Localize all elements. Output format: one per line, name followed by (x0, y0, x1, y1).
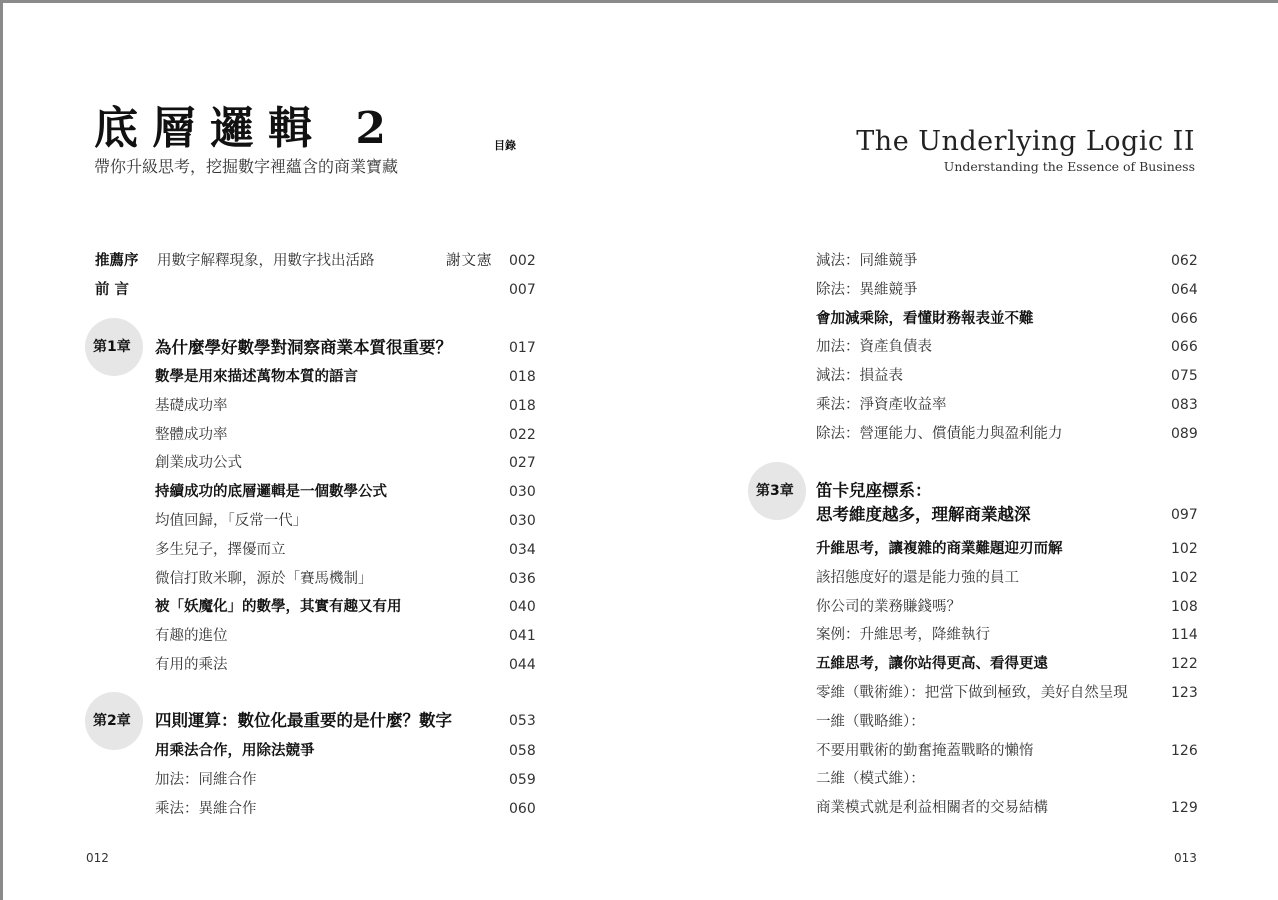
entry-title: 減法：損益表 (816, 368, 903, 385)
entry-title: 用數字解釋現象，用數字找出活路 (157, 253, 375, 269)
entry-title: 被「妖魔化」的數學，其實有趣又有用 (155, 599, 402, 616)
chapter-title-line1: 笛卡兒座標系： (816, 481, 932, 500)
chapter-title-line2: 思考維度越多，理解商業越深 (816, 505, 1031, 524)
toc-entry[interactable] (816, 768, 1196, 790)
entry-title: 案例：升維思考，降維執行 (816, 627, 990, 644)
toc-chapter-1[interactable] (155, 337, 535, 359)
entry-title: 商業模式就是利益相關者的交易結構 (816, 800, 1048, 817)
entry-page: 041 (509, 628, 536, 645)
entry-title: 微信打敗米聊，源於「賽馬機制」 (155, 570, 373, 587)
toc-entry[interactable] (155, 452, 535, 474)
entry-title: 創業成功公式 (155, 455, 242, 472)
entry-page: 017 (509, 340, 536, 356)
english-title: The Underlying Logic II (856, 126, 1195, 157)
toc-entry[interactable] (816, 711, 1196, 733)
chapter-number: 第3章 (756, 483, 794, 499)
entry-page: 089 (1171, 425, 1198, 442)
toc-section[interactable] (816, 308, 1196, 330)
entry-page: 027 (509, 455, 536, 472)
toc-entry[interactable] (155, 395, 535, 417)
chapter-title: 為什麼學好數學對洞察商業本質很重要？ (155, 338, 452, 357)
entry-page: 036 (509, 570, 536, 587)
toc-entry[interactable] (816, 394, 1196, 416)
entry-page: 040 (509, 599, 536, 616)
toc-entry[interactable] (816, 567, 1196, 589)
toc-label: 目錄 (494, 139, 516, 152)
entry-page: 018 (509, 397, 536, 414)
toc-entry[interactable] (155, 798, 535, 820)
toc-section[interactable] (155, 740, 535, 762)
toc-entry[interactable] (155, 568, 535, 590)
toc-section[interactable] (816, 653, 1196, 675)
toc-entry[interactable] (816, 365, 1196, 387)
toc-entry[interactable] (155, 424, 535, 446)
book-title: 底層邏輯 2 (94, 103, 400, 154)
preface-label: 推薦序 (95, 253, 139, 269)
entry-page: 022 (509, 426, 536, 443)
entry-page: 058 (509, 743, 536, 759)
entry-title: 基礎成功率 (155, 397, 228, 414)
toc-chapter-3-line1[interactable] (816, 480, 1196, 502)
entry-title: 會加減乘除，看懂財務報表並不難 (816, 310, 1034, 327)
entry-page: 059 (509, 771, 536, 788)
toc-entry[interactable] (816, 596, 1196, 618)
entry-page: 060 (509, 800, 536, 817)
entry-page: 030 (509, 484, 536, 501)
chapter-number: 第2章 (93, 713, 131, 729)
entry-page: 066 (1171, 310, 1198, 327)
entry-title: 均值回歸，「反常一代」 (155, 513, 308, 529)
entry-page: 030 (509, 513, 536, 529)
entry-title: 用乘法合作，用除法競爭 (155, 743, 315, 759)
entry-title: 減法：同維競爭 (816, 253, 918, 269)
entry-page: 044 (509, 657, 536, 673)
chapter-number: 第1章 (93, 339, 131, 355)
toc-entry[interactable] (155, 769, 535, 791)
english-subtitle: Understanding the Essence of Business (943, 159, 1195, 174)
toc-entry[interactable] (155, 625, 535, 647)
entry-title: 一維（戰略維）： (816, 713, 925, 730)
toc-entry[interactable] (816, 250, 1196, 272)
toc-entry-foreword[interactable] (155, 279, 535, 301)
entry-page: 083 (1171, 397, 1198, 413)
entry-title: 乘法：異維合作 (155, 800, 257, 817)
entry-title: 多生兒子，擇優而立 (155, 541, 286, 558)
entry-page: 066 (1171, 339, 1198, 356)
entry-title: 該招態度好的還是能力強的員工 (816, 569, 1019, 586)
book-subtitle: 帶你升級思考，挖掘數字裡蘊含的商業寶藏 (94, 157, 399, 176)
entry-title: 除法：異維競爭 (816, 281, 918, 298)
toc-entry[interactable] (155, 539, 535, 561)
entry-page: 102 (1171, 569, 1198, 586)
foreword-label: 前 言 (95, 282, 130, 298)
toc-entry[interactable] (816, 423, 1196, 445)
toc-chapter-2[interactable] (155, 710, 535, 732)
entry-title: 有用的乘法 (155, 657, 228, 673)
toc-entry[interactable] (155, 510, 535, 532)
entry-page: 108 (1171, 598, 1198, 615)
entry-page: 129 (1171, 800, 1198, 817)
entry-page: 114 (1171, 627, 1198, 644)
entry-page: 053 (509, 713, 536, 729)
entry-page: 002 (509, 253, 536, 269)
entry-title: 持續成功的底層邏輯是一個數學公式 (155, 484, 387, 501)
toc-section[interactable] (155, 596, 535, 618)
entry-page: 102 (1171, 541, 1198, 557)
toc-section[interactable] (155, 481, 535, 503)
entry-page: 018 (509, 369, 536, 385)
entry-page: 007 (509, 282, 536, 298)
page-number-right: 013 (1174, 851, 1197, 865)
toc-chapter-3-line2[interactable] (816, 504, 1196, 526)
entry-title: 加法：資產負債表 (816, 339, 932, 356)
page-number-left: 012 (86, 851, 109, 865)
entry-title: 你公司的業務賺錢嗎？ (816, 598, 961, 615)
entry-page: 062 (1171, 253, 1198, 269)
toc-section[interactable] (816, 538, 1196, 560)
entry-title: 加法：同維合作 (155, 771, 257, 788)
toc-section[interactable] (155, 366, 535, 388)
toc-entry[interactable] (816, 682, 1196, 704)
entry-title: 不要用戰術的勤奮掩蓋戰略的懶惰 (816, 742, 1034, 759)
entry-title: 有趣的進位 (155, 628, 228, 645)
preface-author: 謝文憲 (446, 253, 493, 269)
toc-entry[interactable] (816, 797, 1196, 819)
entry-title: 五維思考，讓你站得更高、看得更遠 (816, 656, 1048, 673)
toc-entry[interactable] (816, 740, 1196, 762)
entry-page: 122 (1171, 656, 1198, 673)
entry-page: 123 (1171, 685, 1198, 701)
toc-entry[interactable] (155, 654, 535, 676)
entry-title: 升維思考，讓複雜的商業難題迎刃而解 (816, 541, 1063, 557)
entry-title: 乘法：淨資產收益率 (816, 397, 947, 413)
entry-title: 除法：營運能力、償債能力與盈利能力 (816, 425, 1063, 442)
entry-page: 075 (1171, 368, 1198, 385)
entry-title: 數學是用來描述萬物本質的語言 (155, 369, 358, 385)
toc-entry[interactable] (816, 336, 1196, 358)
chapter-title: 四則運算：數位化最重要的是什麼？數字 (155, 711, 452, 730)
toc-entry[interactable] (816, 624, 1196, 646)
entry-page: 126 (1171, 742, 1198, 759)
entry-title: 零維（戰術維）：把當下做到極致，美好自然呈現 (816, 685, 1128, 701)
entry-title: 二維（模式維）： (816, 771, 925, 788)
entry-page: 064 (1171, 281, 1198, 298)
entry-page: 034 (509, 541, 536, 558)
entry-title: 整體成功率 (155, 426, 228, 443)
entry-page: 097 (1171, 507, 1198, 523)
toc-entry[interactable] (816, 279, 1196, 301)
